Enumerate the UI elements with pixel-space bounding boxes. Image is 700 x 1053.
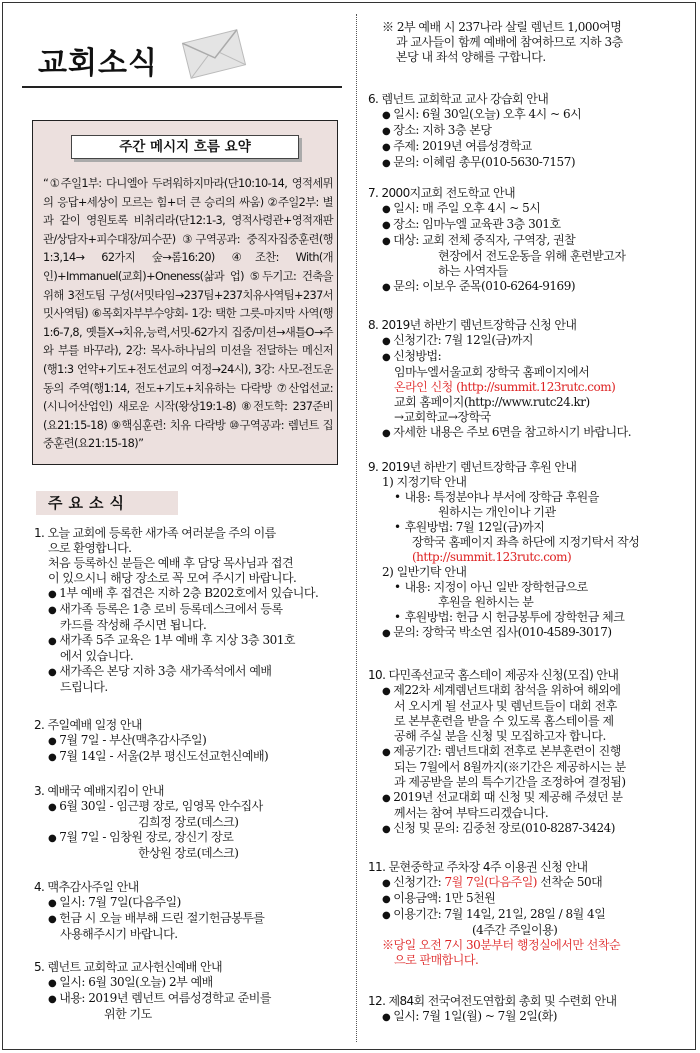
notice-line: 으로 판매합니다. [394, 953, 479, 967]
column-divider [356, 14, 357, 1042]
item-bullet: ● 이용기간: 7월 14일, 21일, 28일 / 8월 4일 [368, 907, 694, 923]
item-bullet: ● 문의: 장학국 박소연 집사(010-4589-3017) [368, 625, 694, 641]
item-bullet: ● 제22차 세계렘넌트대회 참석을 위하여 해외에 [368, 683, 694, 699]
news-section-header: 주요소식 [36, 491, 178, 515]
item-bullet: ● 문의: 이혜림 총무(010-5630-7157) [368, 155, 694, 171]
church-homepage-link[interactable]: 교회 홈페이지(http://www.rutc24.kr) [394, 395, 590, 409]
item-bullet: ● 헌금 시 오늘 배부해 드린 절기헌금봉투를 [34, 911, 352, 927]
weekly-message-summary [32, 120, 338, 465]
item-line: 되는 7월에서 8월까지(※기간은 제공하시는 분 [394, 760, 626, 774]
item-bullet [368, 875, 694, 891]
item-bullet: • 내용: 특정분야나 부서에 장학금 후원을 [368, 490, 694, 505]
highlight-date: 7월 7일(다음주일) [444, 875, 537, 889]
item-line: 과 교사들이 함께 예배에 참여하므로 지하 3층 [396, 35, 623, 49]
item-line: 과 제공받을 분의 특수기간을 조정하여 결정됨) [394, 775, 626, 789]
item-line: 김희정 장로(데스크) [138, 815, 239, 829]
item-line: 사용해주시기 바랍니다. [60, 927, 178, 941]
item-line: 처음 등록하신 분들은 예배 후 담당 목사님과 접견 [48, 556, 294, 570]
header-rule [22, 86, 342, 88]
item-line: ※ 2부 예배 시 237나라 살릴 렘넌트 1,000여명 [382, 20, 622, 34]
item-bullet: ● 일시: 6월 30일(오늘) 오후 4시 ~ 6시 [368, 107, 694, 123]
news-item-1 [34, 526, 352, 695]
item-line: 본당 내 좌석 양해를 구합니다. [396, 50, 546, 64]
item-bullet: ● 새가족은 본당 지하 3층 새가족석에서 예배 [34, 664, 352, 680]
item-title-cont: 으로 환영합니다. [48, 541, 132, 555]
news-item-6 [368, 92, 694, 171]
summit-link[interactable]: (http://summit.123rutc.com) [412, 550, 572, 564]
item-subheading: 1) 지정기탁 안내 [382, 475, 467, 489]
page-title: 교회소식 [38, 46, 158, 81]
item-line: 후원을 원하시는 분 [438, 595, 534, 609]
item-title: 3. 예배국 예배지킴이 안내 [34, 784, 164, 798]
item-title: 7. 2000지교회 전도학교 안내 [368, 186, 515, 200]
item-bullet: ● 신청 및 문의: 김중천 장로(010-8287-3424) [368, 821, 694, 837]
item-bullet: ● 제공기간: 렘넌트대회 전후로 본부훈련이 진행 [368, 744, 694, 760]
notice-line: ※당일 오전 7시 30분부터 행정실에서만 선착순 [382, 938, 621, 952]
item-line: 한상원 장로(데스크) [138, 846, 239, 860]
item-bullet: ● 일시: 7월 1일(월) ~ 7월 2일(화) [368, 1009, 694, 1025]
item-line: 현장에서 전도운동을 위해 훈련받고자 [438, 249, 626, 263]
item-title: 11. 문현중학교 주차장 4주 이용권 신청 안내 [368, 860, 588, 874]
item-line: 서 오시게 될 선교사 및 렘넌트들이 대회 전후 [394, 699, 617, 713]
item-line: →교회학교→장학국 [394, 410, 491, 424]
item-title: 12. 제84회 전국여전도연합회 총회 및 수련회 안내 [368, 994, 617, 1008]
item-line: 공해 주실 분을 신청 및 모집하고자 합니다. [394, 729, 606, 743]
item-bullet: ● 자세한 내용은 주보 6면을 참고하시기 바랍니다. [368, 425, 694, 441]
item-bullet: ● 7월 7일 - 임창원 장로, 장신기 장로 [34, 830, 352, 846]
item-title: 5. 렘넌트 교회학교 교사헌신예배 안내 [34, 960, 222, 974]
item-bullet: • 내용: 지정이 아닌 일반 장학헌금으로 [368, 580, 694, 595]
news-item-8 [368, 318, 694, 441]
item-line: 임마누엘서울교회 장학국 홈페이지에서 [394, 365, 590, 379]
item-bullet: ● 새가족 등록은 1층 로비 등록데스크에서 등록 [34, 602, 352, 618]
news-item-3 [34, 784, 352, 861]
item-line: (4주간 주일이용) [472, 923, 558, 937]
item-line: 위한 기도 [104, 1007, 152, 1021]
item-bullet: ● 일시: 6월 30일(오늘) 2부 예배 [34, 975, 352, 991]
item-bullet: ● 대상: 교회 전체 중직자, 구역장, 권찰 [368, 233, 694, 249]
item-bullet: ● 내용: 2019년 렘넌트 여름성경학교 준비를 [34, 991, 352, 1007]
item-bullet: ● 일시: 매 주일 오후 4시 ~ 5시 [368, 201, 694, 217]
envelope-icon [176, 28, 252, 80]
item-bullet: ● 7월 14일 - 서울(2부 평신도선교헌신예배) [34, 749, 352, 765]
news-item-2 [34, 718, 352, 765]
item-bullet: ● 일시: 7월 7일(다음주일) [34, 895, 352, 911]
summary-title: 주간 메시지 흐름 요약 [71, 135, 299, 159]
item-line: 카드를 작성해 주시면 됩니다. [60, 618, 207, 632]
item-bullet: ● 문의: 이보우 준목(010-6264-9169) [368, 279, 694, 295]
item-bullet: • 후원방법: 7월 12일(금)까지 [368, 520, 694, 535]
item-title: 9. 2019년 하반기 렘넌트장학금 후원 안내 [368, 460, 577, 474]
item-bullet: ● 이용금액: 1만 5천원 [368, 891, 694, 907]
item-bullet: • 후원방법: 헌금 시 헌금봉투에 장학헌금 체크 [368, 610, 694, 625]
item-label: 선착순 50대 [536, 875, 603, 889]
item-bullet: ● 주제: 2019년 여름성경학교 [368, 139, 694, 155]
summary-text: “①주일1부: 다니엘아 두려워하지마라(단10:10-14, 영적세뮈의 응답+세상이 모르는 힘+더 큰 승리의 싸움) ②주일2부: 별과 같이 영원토록 비취리라(단12:1-3, 영적사령관+영적재판관/상담자+피수대장/피수꾼) ③구역공과: 중직자집중훈련(행1:3,14→ 62가지 숲→롬16:20) ④조찬: With(개인)+Immanuel(교회)+Oneness(삶과 업) ⑤두기고: 건축을 위해 3전도팀 구성(서밋타임→237팀+237치유사역팀+237서밋사역팀) ⑥목회자부부수양회- 1강: 택한 그릇-마지막 사역(행1:6-7,8, 옛틀X→치유,능력,서밋-62가지 집중/미션→새틀O→주와 부를 바꾸라), 2강: 목사-하나님의 미션을 전달하는 메신저(행1:3 언약+기도+전도선교의 여정→24시), 3강: 사모-전도운동의 주역(행1:14, 전도+기도+치유하는 다락방 ⑦산업선교: (시니어산업인) 새로운 시작(왕상19:1-8) ⑧전도학: 237준비(요21:15-18) ⑨핵심훈련: 치유 다락방 ⑩구역공과: 렘넌트 집중훈련(요21:15-18)” [43, 177, 333, 451]
item-subheading: 2) 일반기탁 안내 [382, 565, 467, 579]
online-application-link[interactable]: 온라인 신청 (http://summit.123rutc.com) [394, 380, 616, 394]
note-worship [382, 20, 694, 65]
news-item-12 [368, 994, 694, 1025]
item-bullet: ● 7월 7일 - 부산(맥추감사주일) [34, 733, 352, 749]
item-title: 1. 오늘 교회에 등록한 새가족 여러분을 주의 이름 [34, 526, 276, 540]
item-line: 이 있으시니 해당 장소로 꼭 모여 주시기 바랍니다. [48, 571, 297, 585]
news-item-5 [34, 960, 352, 1022]
item-bullet: ● 신청방법: [368, 349, 694, 365]
item-line: 드립니다. [60, 680, 108, 694]
news-item-9 [368, 460, 694, 641]
item-line: 장학국 홈페이지 좌측 하단에 지정기탁서 작성 [412, 535, 640, 549]
news-item-10 [368, 668, 694, 837]
item-title: 8. 2019년 하반기 렘넌트장학금 신청 안내 [368, 318, 577, 332]
item-label: 신청기간: [393, 875, 445, 889]
item-bullet: ● 2019년 선교대회 때 신청 및 제공해 주셨던 분 [368, 790, 694, 806]
news-item-7 [368, 186, 694, 295]
item-line: 원하시는 개인이나 기관 [438, 505, 556, 519]
item-title: 4. 맥추감사주일 안내 [34, 880, 139, 894]
news-item-11 [368, 860, 694, 968]
item-bullet: ● 장소: 지하 3층 본당 [368, 123, 694, 139]
item-bullet: ● 1부 예배 후 접견은 지하 2층 B202호에서 있습니다. [34, 586, 352, 602]
item-bullet: ● 장소: 임마누엘 교육관 3층 301호 [368, 217, 694, 233]
item-bullet: ● 새가족 5주 교육은 1부 예배 후 지상 3층 301호 [34, 633, 352, 649]
item-line: 로 본부훈련을 받을 수 있도록 홈스테이를 제 [394, 714, 614, 728]
item-bullet: ● 6월 30일 - 임근평 장로, 임영목 안수집사 [34, 799, 352, 815]
item-title: 10. 다민족선교국 홈스테이 제공자 신청(모집) 안내 [368, 668, 619, 682]
item-title: 2. 주일예배 일정 안내 [34, 718, 142, 732]
item-line: 에서 있습니다. [60, 649, 134, 663]
news-item-4 [34, 880, 352, 942]
item-line: 께서는 참여 부탁드리겠습니다. [394, 806, 549, 820]
item-title: 6. 렘넌트 교회학교 교사 강습회 안내 [368, 92, 549, 106]
item-line: 하는 사역자들 [438, 264, 508, 278]
item-bullet: ● 신청기간: 7월 12일(금)까지 [368, 333, 694, 349]
